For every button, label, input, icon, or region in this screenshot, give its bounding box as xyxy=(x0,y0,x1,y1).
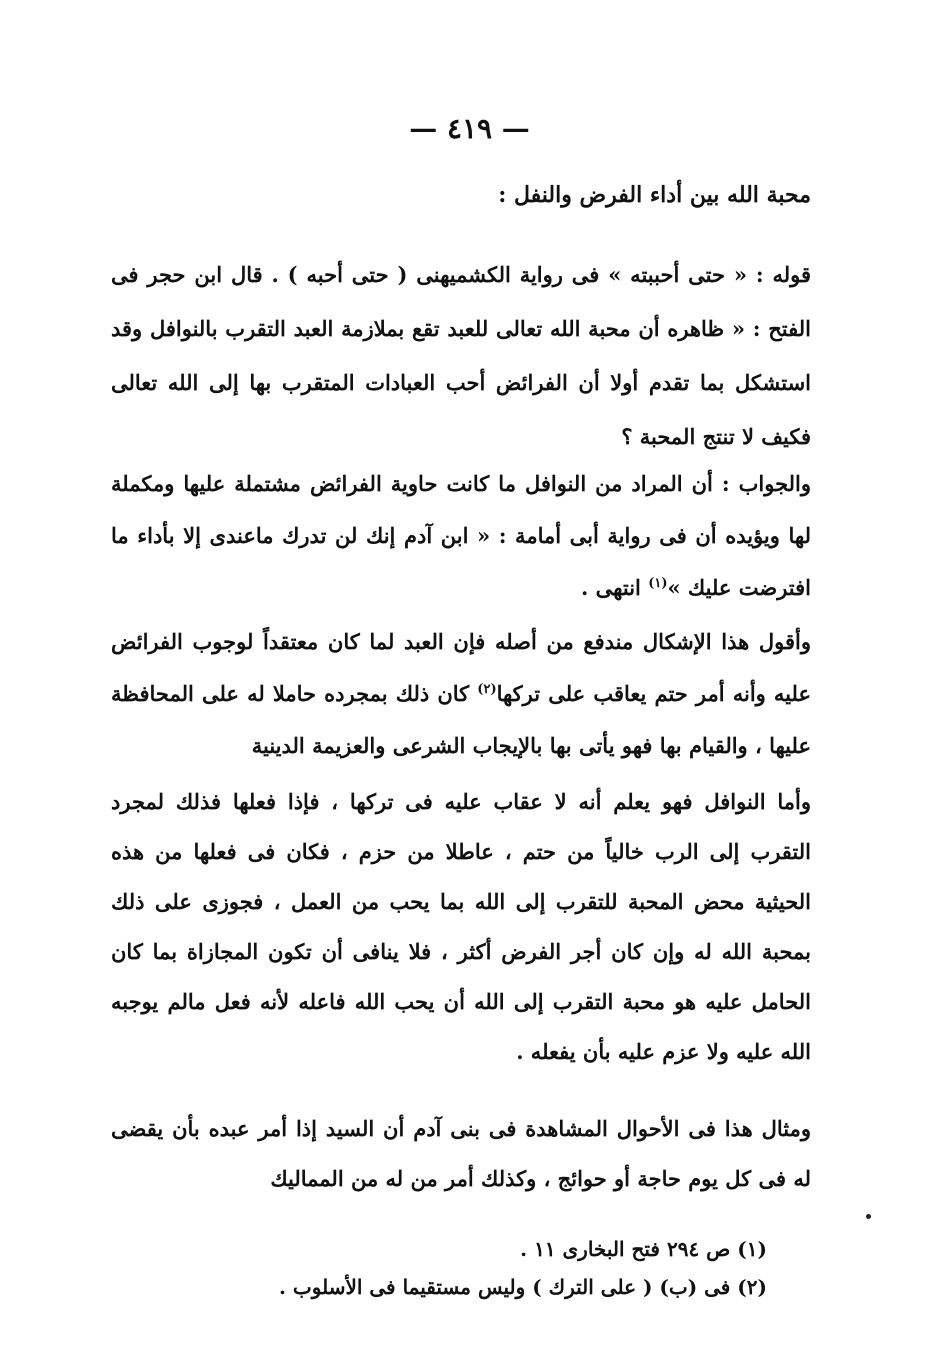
paragraph-text: قوله : « حتى أحببته » فى رواية الكشميهنى ( حتى أحبه ) . قال ابن حجر فى الفتح : « ظاهره أن محبة الله تعالى للعبد تقع بملازمة العبد التقرب بالنوافل وقد استشكل بما تقدم أولا أن الفرائض أحب العبادات المتقرب بها إلى الله تعالى فكيف لا تنتج المحبة ؟ xyxy=(111,262,811,449)
footnotes xyxy=(247,1230,767,1306)
paragraph-5 xyxy=(111,1104,811,1204)
paragraph-1 xyxy=(111,248,811,464)
footnote-1: (١) ص ٢٩٤ فتح البخارى ١١ . xyxy=(520,1237,767,1261)
section-heading: محبة الله بين أداء الفرض والنفل : xyxy=(498,182,811,208)
print-speck xyxy=(866,1214,871,1219)
footnote-ref-2[interactable]: (٢) xyxy=(477,682,497,697)
paragraph-text: ومثال هذا فى الأحوال المشاهدة فى بنى آدم أن السيد إذا أمر عبده بأن يقضى له فى كل يوم حاجة أو حوائج ، وكذلك أمر من له من المماليك xyxy=(111,1116,811,1191)
footnote-ref-1[interactable]: (١) xyxy=(648,576,668,591)
paragraph-text: والجواب : أن المراد من النوافل ما كانت حاوية الفرائض مشتملة عليها ومكملة لها ويؤيده أن فى رواية أبى أمامة : « ابن آدم إنك لن تدرك ماعندى إلا بأداء ما افترضت عليك » xyxy=(111,471,811,600)
page-number: — ٤١٩ — xyxy=(409,112,530,145)
paragraph-text: وأما النوافل فهو يعلم أنه لا عقاب عليه فى تركها ، فإذا فعلها فذلك لمجرد التقرب إلى الرب خالياً من حتم ، عاطلا من حزم ، فكان فى فعلها من هذه الحيثية محض المحبة للتقرب إلى الله بما يحب من العمل ، فجوزى على ذلك بمحبة الله له وإن كان أجر الفرض أكثر ، فلا ينافى أن تكون المجازاة بما كان الحامل عليه هو محبة التقرب إلى الله أن يحب الله فاعله لأنه فعل مالم يوجبه الله عليه ولا عزم عليه بأن يفعله . xyxy=(111,789,811,1064)
paragraph-tail: كان ذلك بمجرده حاملا له على المحافظة عليها ، والقيام بها فهو يأتى بها بالإيجاب الشرعى والعزيمة الدينية xyxy=(111,681,811,758)
paragraph-text: وأقول هذا الإشكال مندفع من أصله فإن العبد لما كان معتقداً لوجوب الفرائض عليه وأنه أمر حتم يعاقب على تركها xyxy=(111,629,811,706)
paragraph-4 xyxy=(111,777,811,1077)
paragraph-3 xyxy=(111,616,811,772)
paragraph-2 xyxy=(111,458,811,614)
footnote-2: (٢) فى (ب) ( على الترك ) وليس مستقيما فى الأسلوب . xyxy=(279,1275,767,1299)
paragraph-tail: انتهى . xyxy=(581,575,649,600)
